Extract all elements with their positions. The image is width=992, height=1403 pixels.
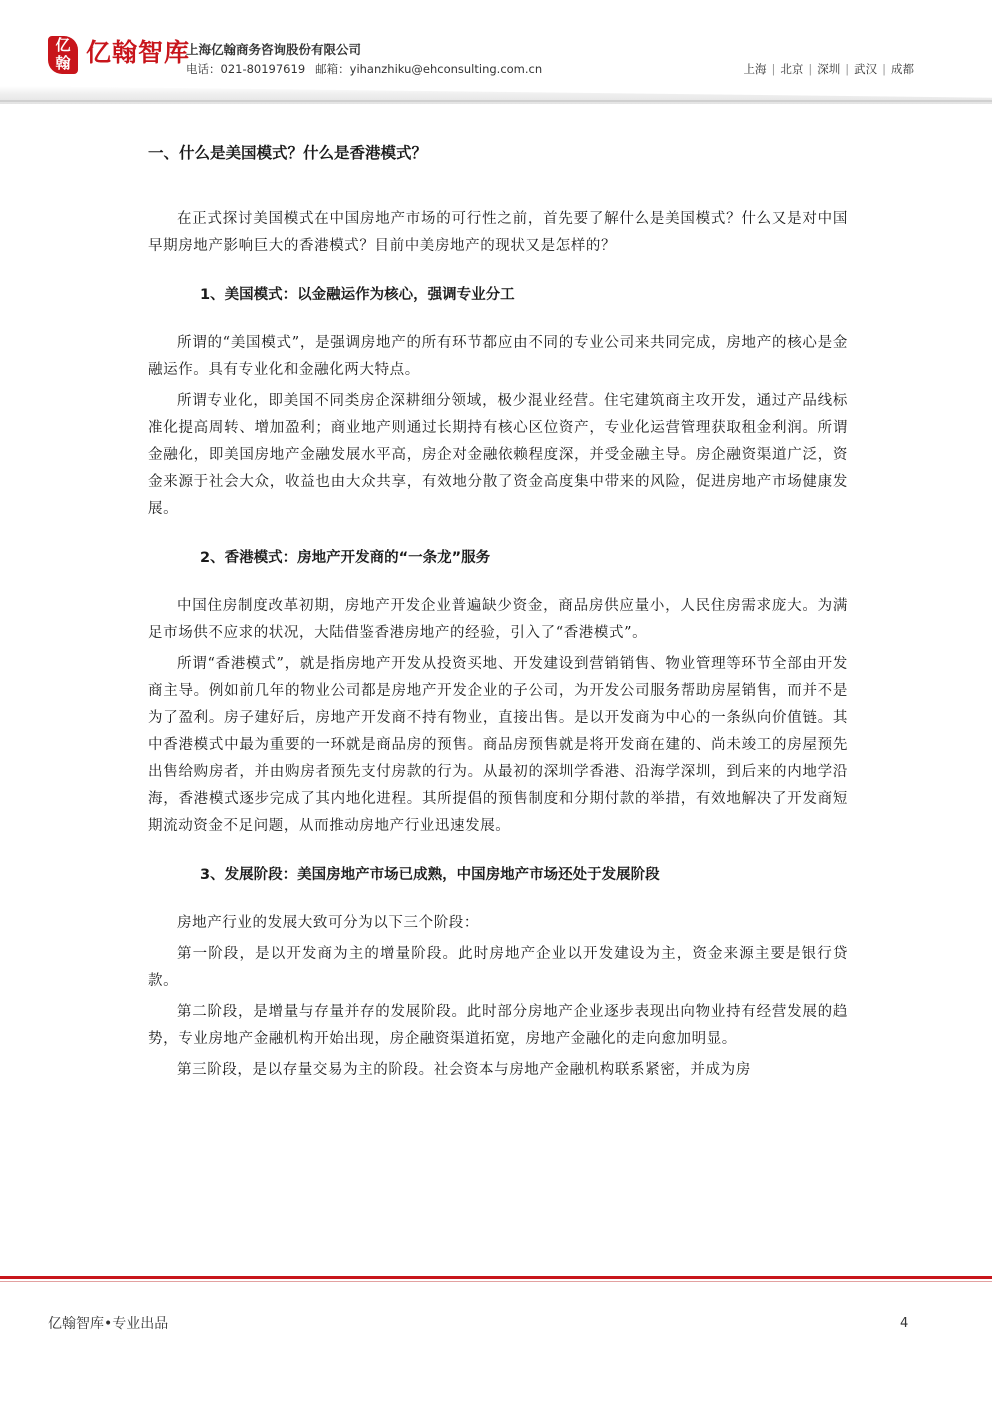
- company-name: 上海亿翰商务咨询股份有限公司: [186, 42, 362, 57]
- logo-seal-char-top: 亿: [55, 36, 71, 54]
- city: 上海: [743, 62, 767, 76]
- subsection-title-2: 2、香港模式：房地产开发商的“一条龙”服务: [200, 550, 491, 566]
- email: 邮箱：yihanzhiku@ehconsulting.com.cn: [315, 62, 543, 76]
- paragraph: 第二阶段，是增量与存量并存的发展阶段。此时部分房地产企业逐步表现出向物业持有经营发展的趋势，专业房地产金融机构开始出现，房企融资渠道拓宽，房地产金融化的走向愈加明显。: [148, 1004, 848, 1047]
- paragraph: 第一阶段，是以开发商为主的增量阶段。此时房地产企业以开发建设为主，资金来源主要是银行贷款。: [148, 946, 848, 989]
- page-header: [0, 0, 992, 108]
- paragraph: 第三阶段，是以存量交易为主的阶段。社会资本与房地产金融机构联系紧密，并成为房: [177, 1062, 751, 1078]
- office-cities: 上海 | 北京 | 深圳 | 武汉 | 成都: [743, 62, 914, 76]
- city: 北京: [780, 62, 804, 76]
- phone: 电话：021-80197619: [186, 62, 306, 76]
- page-number: 4: [900, 1316, 909, 1331]
- footer-divider-thin: [0, 1281, 992, 1282]
- footer-divider: [0, 1276, 992, 1279]
- paragraph: 房地产行业的发展大致可分为以下三个阶段：: [177, 915, 479, 931]
- intro-paragraph: 在正式探讨美国模式在中国房地产市场的可行性之前，首先要了解什么是美国模式？什么又是对中国早期房地产影响巨大的香港模式？目前中美房地产的现状又是怎样的？: [148, 211, 848, 254]
- city: 成都: [891, 62, 914, 76]
- section-title: 一、什么是美国模式？什么是香港模式？: [148, 144, 428, 162]
- subsection-title-1: 1、美国模式：以金融运作为核心，强调专业分工: [200, 287, 515, 303]
- logo-text: 亿翰智库: [86, 38, 191, 67]
- paragraph: 所谓“香港模式”，就是指房地产开发从投资买地、开发建设到营销销售、物业管理等环节全部由开发商主导。例如前几年的物业公司都是房地产开发企业的子公司，为开发公司服务帮助房屋销售，而并不是为了盈利。房子建好后，房地产开发商不持有物业，直接出售。是以开发商为中心的一条纵向价值链。其中香港模式中最为重要的一环就是商品房的预售。商品房预售就是将开发商在建的、尚未竣工的房屋预先出售给购房者，并由购房者预先支付房款的行为。从最初的深圳学香港、沿海学深圳，到后来的内地学沿海，香港模式逐步完成了其内地化进程。其所提倡的预售制度和分期付款的举措，有效地解决了开发商短期流动资金不足问题，从而推动房地产行业迅速发展。: [148, 656, 848, 834]
- footer-brand: 亿翰智库•专业出品: [48, 1316, 169, 1332]
- logo-seal-char-bottom: 翰: [55, 54, 71, 72]
- city: 武汉: [854, 62, 878, 76]
- paragraph: 所谓的“美国模式”，是强调房地产的所有环节都应由不同的专业公司来共同完成，房地产的核心是金融运作。具有专业化和金融化两大特点。: [148, 335, 848, 378]
- document-body: [148, 140, 848, 1084]
- city: 深圳: [817, 62, 841, 76]
- logo-seal-icon: [48, 36, 78, 74]
- subsection-title-3: 3、发展阶段：美国房地产市场已成熟，中国房地产市场还处于发展阶段: [200, 867, 660, 883]
- paragraph: 所谓专业化，即美国不同类房企深耕细分领域，极少混业经营。住宅建筑商主攻开发，通过产品线标准化提高周转、增加盈利；商业地产则通过长期持有核心区位资产，专业化运营管理获取租金利润。所谓金融化，即美国房地产金融发展水平高，房企对金融依赖程度深，并受金融主导。房企融资渠道广泛，资金来源于社会大众，收益也由大众共享，有效地分散了资金高度集中带来的风险，促进房地产市场健康发展。: [148, 393, 848, 517]
- header-divider-line: [0, 100, 992, 102]
- paragraph: 中国住房制度改革初期，房地产开发企业普遍缺少资金，商品房供应量小，人民住房需求庞大。为满足市场供不应求的状况，大陆借鉴香港房地产的经验，引入了“香港模式”。: [148, 598, 848, 641]
- contact-info: [186, 61, 542, 77]
